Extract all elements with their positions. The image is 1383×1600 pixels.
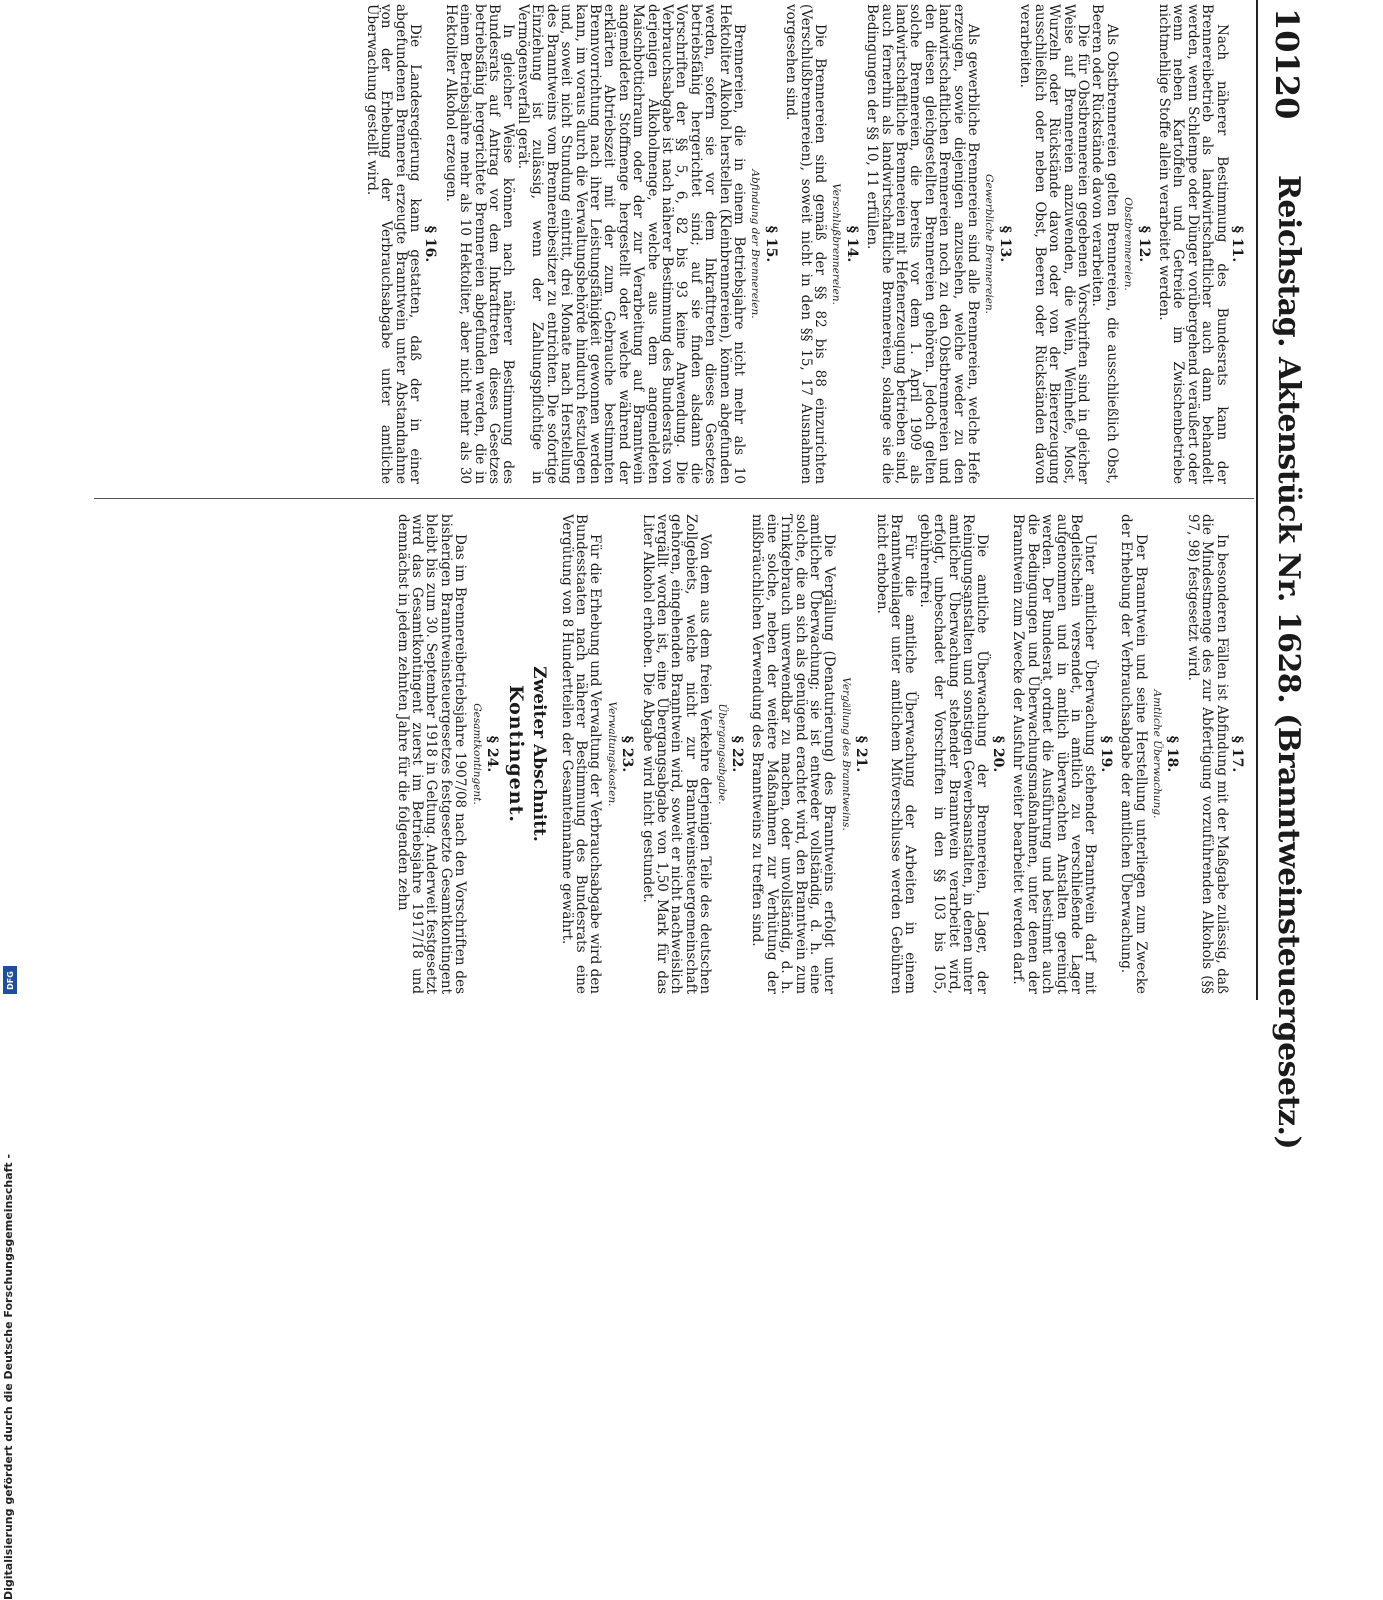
section-paragraph: Als Obstbrennereien gelten Brennereien, die ausschließlich Obst, Beeren oder Rückstände davon verarbeiten. — [1089, 4, 1120, 484]
right-column — [90, 514, 1250, 994]
section — [865, 4, 1012, 484]
section-paragraph: Der Branntwein und seine Herstellung unterliegen zum Zwecke der Erhebung der Verbrauchsabgabe der amtlichen Überwachung. — [1118, 514, 1149, 994]
section-paragraph: Die Landesregierung kann gestatten, daß der in einer abgefundenen Brennerei erzeugte Branntwein unter Abstandnahme von der Erhebung der Verbrauchsabgabe unter amtliche Überwachung gestellt wird. — [363, 4, 424, 484]
section-paragraph: Als gewerbliche Brennereien sind alle Brennereien, welche Hefe erzeugen, sowie diejenigen anzusehen, welche weder zu den landwirtschaftlichen Brennereien noch zu den Obstbrennereien und den diesen gleichgestellten Brennereien gehören. Jedoch gelten solche Brennereien, die bereits vor dem 1. April 1909 als landwirtschaftliche Brennereien mit Hefenerzeugung betrieben sind, auch fernerhin als landwirtschaftliche Brennereien, solange sie die Bedingungen der §§ 10, 11 erfüllen. — [864, 4, 982, 484]
section — [784, 4, 859, 484]
section — [1018, 4, 1151, 484]
section-number: § 17. — [1229, 735, 1245, 773]
header-rule — [1256, 0, 1258, 1000]
section-paragraph: Für die Erhebung und Verwaltung der Verbrauchsabgabe wird den Bundesstaaten nach näherer Bestimmung des Bundesrats eine Vergütung von 8 Hundertteilen der Gesamteinnahme gewährt. — [558, 514, 604, 994]
section — [1119, 514, 1180, 994]
section — [1185, 514, 1244, 994]
section-number: § 21. — [853, 735, 870, 773]
right-column-sections — [559, 514, 1244, 994]
section — [874, 514, 1005, 994]
section-number: § 15. — [762, 225, 779, 263]
section-paragraph: Die amtliche Überwachung der Brennereien, Lager, der Reinigungsanstalten und sonstigen Gewerbsanstalten, in denen unter amtlicher Überwachung stehender Branntwein verarbeitet wird, erfolgt, unbeschadet der Vorschriften in den §§ 103 bis 105, gebührenfrei. — [916, 514, 991, 994]
section-title: Abfindung der Brennereien. — [749, 169, 762, 319]
column-divider — [94, 498, 1254, 499]
section-number: § 22. — [729, 735, 745, 773]
section-paragraph: Unter amtlicher Überwachung stehender Branntwein darf mit Begleitschein versendet, in amtlich zu verschließende Lager aufgenommen und in amtlich überwachten Anstalten gereinigt werden. Der Bundesrat ordnet die Ausführung und bestimmt auch die Bedingungen und Überwachungsmaßnahmen, unter denen der Branntwein zum Zwecke der Ausfuhr weiter bearbeitet werden darf. — [1010, 514, 1099, 994]
section-number: § 20. — [989, 735, 1006, 773]
section-title: Verwaltungskosten. — [605, 701, 618, 807]
section — [640, 514, 744, 994]
section-paragraph: Die Vergällung (Denaturierung) des Branntweins erfolgt unter amtlicher Überwachung; sie ist entweder vollständig, d. h. eine solche, die an sich als genügend erachtet wird, den Branntwein zum Trinkgebrauch unverwendbar zu machen, oder unvollständig, d. h. eine solche, neben der weitere Maßnahmen zur Verhütung der mißbräuchlichen Verwendung des Branntweins zu treffen sind. — [749, 514, 838, 994]
section-paragraph: Die Brennereien sind gemäß der §§ 82 bis 88 einzurichten (Verschlußbrennereien), soweit nicht in den §§ 15, 17 Ausnahmen vorgesehen sind. — [783, 4, 829, 484]
section-paragraph: In gleicher Weise können nach näherer Bestimmung des Bundesrats auf Antrag vor dem Inkrafttreten dieses Gesetzes betriebsfähig hergerichtete Brennereien abgefunden werden, die in einem Betriebsjahre mehr als 10 Hektoliter, aber nicht mehr als 30 Hektoliter Alkohol erzeugen. — [442, 4, 517, 484]
section-paragraph: Das im Brennereibetriebsjahre 1907/08 nach den Vorschriften des bisherigen Branntweinsteuergesetzes festgesetzte Gesamtkontingent bleibt bis zum 30. September 1918 in Geltung. Anderweit festgesetzt wird das Gesamtkontingent zuerst im Betriebsjahre 1917/18 und demnächst in jedem zehnten Jahre für die folgenden zehn — [394, 514, 469, 994]
division-caption: Kontingent. — [505, 685, 528, 823]
page-header — [1256, 0, 1320, 1150]
section-number: § 13. — [996, 225, 1013, 263]
section — [1157, 4, 1244, 484]
section-title: Vergällung des Branntweins. — [839, 677, 852, 831]
section-title: Amtliche Überwachung. — [1150, 689, 1163, 819]
running-head: Reichstag. Aktenstück Nr. 1628. (Branntweinsteuergesetz.) — [1271, 175, 1306, 1150]
section-number: § 14. — [843, 225, 860, 263]
section-number: § 23. — [619, 735, 636, 773]
section-number: § 24. — [484, 735, 501, 773]
section-paragraph: Für die amtliche Überwachung der Arbeiten in einem Branntweinlager unter amtlichem Mitverschlusse werden Gebühren nicht erhoben. — [873, 514, 919, 994]
division-heading: Zweiter Abschnitt. — [529, 666, 550, 842]
dfg-logo — [3, 966, 17, 994]
left-column — [90, 4, 1250, 484]
credit-strip — [0, 604, 16, 1600]
section-title: Gesamtkontingent. — [470, 703, 483, 805]
dfg-logo-text: DFG — [5, 970, 15, 990]
section-paragraph: Brennereien, die in einem Betriebsjahre nicht mehr als 10 Hektoliter Alkohol herstellen (Kleinbrennereien), können abgefunden werden, sofern sie vor dem Inkrafttreten dieses Gesetzes betriebsfähig hergerichtet sind; auf sie finden alsdann die Vorschriften der §§ 5, 6, 82 bis 93 keine Anwendung. Die Verbrauchsabgabe ist nach näherer Bestimmung des Bundesrats von derjenigen Alkoholmenge, welche aus dem angemeldeten Maischbottichraum oder der zur Verarbeitung auf Branntwein angemeldeten Stoffmenge hergestellt oder welche während der erklärten Abtriebszeit mit der zum Gebrauche bestimmten Brennvorrichtung nach ihrer Leistungsfähigkeit gewonnen werden kann, im voraus durch die Verwaltungsbehörde hindurch festzulegen und, soweit nicht Stundung eintritt, drei Monate nach Herstellung des Branntweins vom Brennereibesitzer zu entrichten. Die sofortige Einziehung ist zulässig, wenn der Zahlungspflichtige in Vermögensverfall gerät. — [514, 4, 747, 484]
section-24 — [395, 514, 499, 994]
section — [443, 4, 777, 484]
section-number: § 19. — [1097, 735, 1114, 773]
section-paragraph: Nach näherer Bestimmung des Bundesrats kann der Brennereibetrieb als landwirtschaftlicher auch dann behandelt werden, wenn Schlempe oder Dünger vorübergehend veräußert oder wenn neben Kartoffeln und Getreide im Zwischenbetriebe nichtmehlige Stoffe allein verarbeitet werden. — [1155, 4, 1230, 484]
section — [750, 514, 868, 994]
section-number: § 18. — [1164, 735, 1181, 773]
page-number: 10120 — [1268, 8, 1306, 120]
section-title: Gewerbliche Brennereien. — [983, 173, 996, 315]
digitization-credit: Digitalisierung gefördert durch die Deutsche Forschungsgemeinschaft - — [2, 1153, 15, 1600]
section — [364, 4, 437, 484]
section-title: Übergangsabgabe. — [715, 703, 728, 805]
rotated-document-page — [88, 0, 1320, 1150]
section — [1011, 514, 1113, 994]
section-number: § 11. — [1229, 225, 1245, 263]
section-number: § 16. — [422, 225, 439, 263]
section — [559, 514, 634, 994]
section-paragraph: In besonderen Fällen ist Abfindung mit der Maßgabe zulässig, daß die Mindestmenge des zur Abfertigung vorzuführenden Alkohols (§§ 97, 98) festgesetzt wird. — [1184, 514, 1230, 994]
section-paragraph: Von dem aus dem freien Verkehre derjenigen Teile des deutschen Zollgebiets, welche nicht zur Branntweinsteuergemeinschaft gehören, eingehenden Branntwein wird, soweit er nicht nachweislich vergällt worden ist, eine Übergangsabgabe von 1,50 Mark für das Liter Alkohol erhoben. Die Abgabe wird nicht gestundet. — [639, 514, 714, 994]
section-paragraph: Die für Obstbrennereien gegebenen Vorschriften sind in gleicher Weise auf Brennereien anzuwenden, die Wein, Weinhefe, Most, Wurzeln oder Rückstände davon oder von der Biererzeugung ausschließlich oder neben Obst, Beeren oder Rückständen davon verarbeiten. — [1017, 4, 1091, 484]
section-number: § 12. — [1135, 225, 1152, 263]
section-title: Obstbrennereien. — [1122, 197, 1135, 291]
section-title: Verschlußbrennereien. — [830, 183, 843, 305]
